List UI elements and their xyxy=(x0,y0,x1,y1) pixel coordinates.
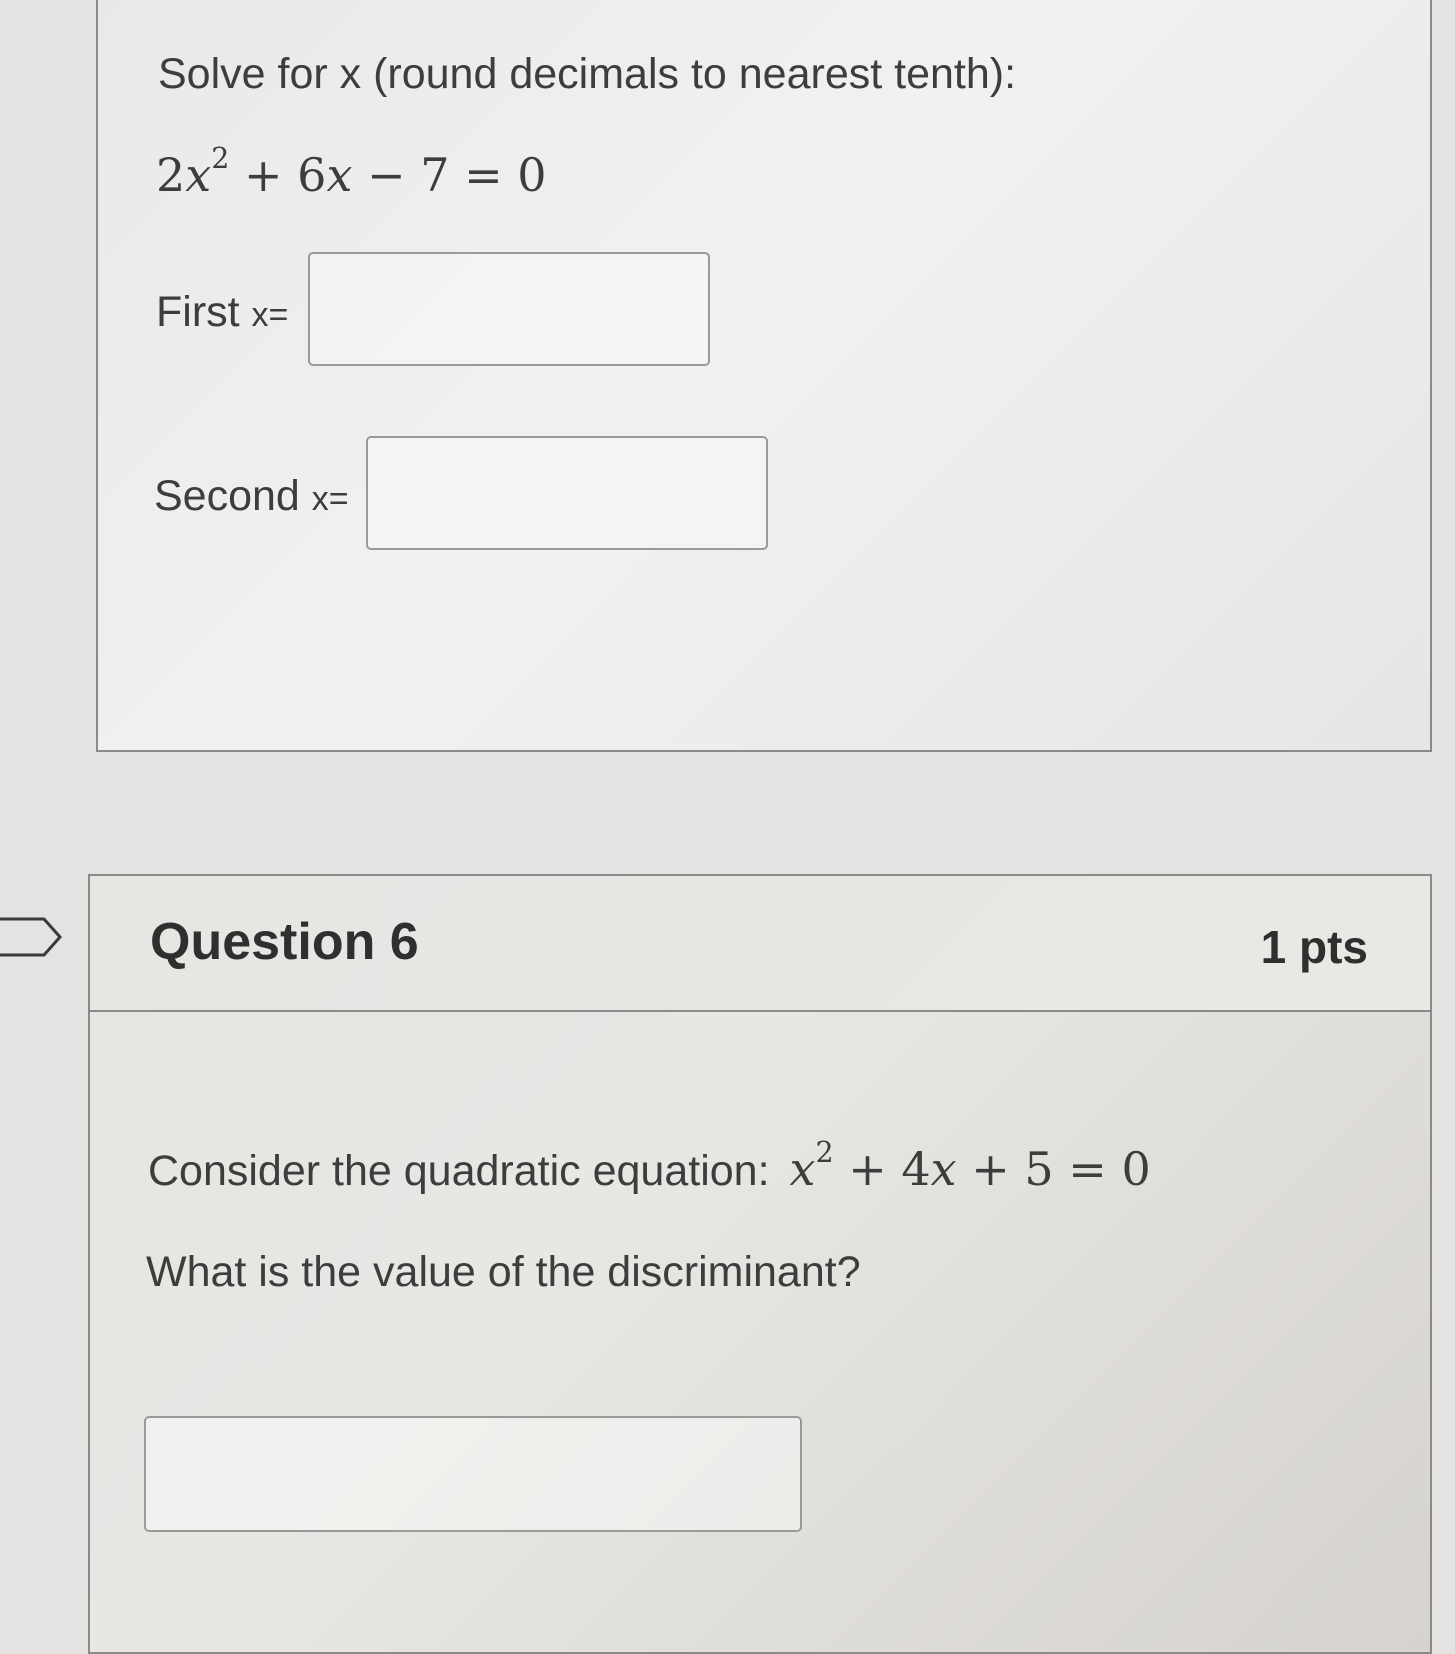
question-6-points: 1 pts xyxy=(1260,921,1368,973)
second-x-input[interactable] xyxy=(366,436,768,550)
question-6-title: Question 6 xyxy=(150,913,419,971)
question-5-card xyxy=(96,0,1432,752)
question-6-card xyxy=(88,874,1432,1654)
question-6-question: What is the value of the discriminant? xyxy=(146,1248,861,1296)
question-5-equation: $2x^2 + 6x - 7 = 0$ xyxy=(156,142,547,202)
discriminant-answer-input[interactable] xyxy=(144,1416,802,1532)
question-6-equation: $x^2 + 4x + 5 = 0$ xyxy=(789,1136,1151,1196)
question-5-instruction: Solve for x (round decimals to nearest tenth): xyxy=(158,50,1017,98)
question-6-header xyxy=(90,876,1430,1012)
question-collapse-icon[interactable] xyxy=(0,917,64,957)
first-x-label: First x= xyxy=(156,288,289,336)
first-x-input[interactable] xyxy=(308,252,710,366)
question-6-prompt: Consider the quadratic equation: $x^2 + 4x + 5 = 0$ xyxy=(148,1136,1151,1196)
second-x-label: Second x= xyxy=(154,472,349,520)
